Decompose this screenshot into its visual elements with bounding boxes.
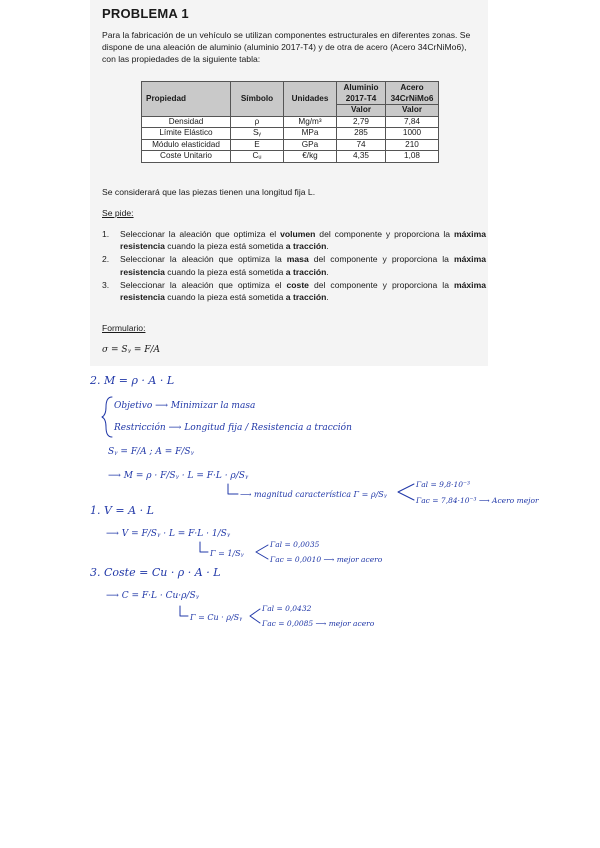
- cell-units: GPa: [284, 139, 337, 151]
- se-pide-label: Se pide:: [102, 208, 134, 218]
- task-number: 2.: [102, 254, 110, 265]
- cell-steel: 1,08: [386, 151, 439, 163]
- note-cost-gamma: Γ = Cu · ρ/Sᵧ: [190, 613, 243, 622]
- cell-steel: 1000: [386, 128, 439, 140]
- cell-property: Coste Unitario: [142, 151, 231, 163]
- cell-steel: 210: [386, 139, 439, 151]
- cell-units: €/kg: [284, 151, 337, 163]
- header-aluminium-line1: Aluminio: [343, 83, 379, 92]
- task-text: Seleccionar la aleación que optimiza la: [120, 254, 287, 265]
- task-text: del componente y proporciona la: [308, 279, 454, 290]
- header-value-steel: Valor: [386, 105, 439, 117]
- cell-property: Módulo elasticidad: [142, 139, 231, 151]
- hook-icon: [180, 606, 188, 616]
- task-text: Seleccionar la aleación que optimiza el: [120, 279, 287, 290]
- cell-aluminium: 285: [337, 128, 386, 140]
- task-key: coste: [286, 279, 309, 290]
- header-steel-line1: Acero: [400, 83, 424, 92]
- note-gamma-al: Γal = 9,8·10⁻³: [416, 480, 470, 489]
- task-key: máxima resistencia: [120, 254, 486, 277]
- hook-icon: [228, 484, 238, 494]
- branch-icon: [256, 545, 268, 559]
- task-text: .: [326, 266, 329, 277]
- task-text: .: [326, 292, 329, 303]
- note-gamma-ac: Γac = 7,84·10⁻³ ⟶ Acero mejor: [416, 496, 539, 505]
- task-key: máxima resistencia: [120, 279, 486, 303]
- hook-icon: [200, 542, 208, 552]
- task-key: máxima resistencia: [120, 229, 486, 252]
- branch-icon: [250, 609, 260, 623]
- stress-formula: σ = Sᵧ = F/A: [102, 345, 160, 355]
- task-key: volumen: [280, 229, 316, 239]
- note-cost-gamma-ac: Γac = 0,0085 ⟶ mejor acero: [262, 619, 375, 628]
- header-value-aluminium: Valor: [337, 105, 386, 117]
- cell-aluminium: 4,35: [337, 151, 386, 163]
- note-magnitude: ⟶ magnitud característica Γ = ρ/Sᵧ: [240, 490, 387, 499]
- note-volume-gamma-al: Γal = 0,0035: [270, 540, 320, 549]
- task-text: Seleccionar la aleación que optimiza el: [120, 229, 281, 239]
- cell-property: Límite Elástico: [142, 128, 231, 140]
- task-key: masa: [286, 254, 309, 265]
- task-key: a tracción: [285, 292, 327, 303]
- task-text: .: [326, 241, 329, 252]
- cell-aluminium: 2,79: [337, 116, 386, 128]
- header-symbol: Símbolo: [231, 82, 284, 117]
- task-text: del componente y proporciona la: [308, 254, 454, 265]
- note-volume-gamma-ac: Γac = 0,0010 ⟶ mejor acero: [270, 555, 383, 564]
- cell-symbol: E: [231, 139, 284, 151]
- note-restriction: Restricción ⟶ Longitud fija / Resistencia a tracción: [114, 423, 352, 433]
- note-part3-heading: 3. Coste = Cu · ρ · A · L: [90, 566, 221, 579]
- cell-steel: 7,84: [386, 116, 439, 128]
- task-key: a tracción: [285, 241, 327, 252]
- brace-icon: [102, 397, 112, 437]
- note-sy-equation: Sᵧ = F/A ; A = F/Sᵧ: [108, 447, 194, 457]
- cell-symbol: ρ: [231, 116, 284, 128]
- note-mass-equation: ⟶ M = ρ · F/Sᵧ · L = F·L · ρ/Sᵧ: [108, 471, 249, 481]
- cell-aluminium: 74: [337, 139, 386, 151]
- cell-units: MPa: [284, 128, 337, 140]
- note-volume-gamma: Γ = 1/Sᵧ: [210, 549, 244, 558]
- task-number: 1.: [102, 229, 110, 239]
- task-text: del componente y proporciona la: [315, 229, 454, 239]
- branch-icon: [398, 484, 414, 500]
- task-text: cuando la pieza está sometida: [164, 292, 286, 303]
- note-part1-heading: 1. V = A · L: [90, 504, 154, 517]
- header-aluminium-line2: 2017-T4: [345, 94, 377, 103]
- cell-property: Densidad: [142, 116, 231, 128]
- header-steel-line2: 34CrNiMo6: [390, 94, 434, 103]
- cell-symbol: Cᵤ: [231, 151, 284, 163]
- cell-units: Mg/m³: [284, 116, 337, 128]
- formulario-label: Formulario:: [102, 323, 146, 333]
- note-cost-equation: ⟶ C = F·L · Cu·ρ/Sᵧ: [106, 591, 199, 601]
- note-cost-gamma-al: Γal = 0,0432: [262, 604, 312, 613]
- note-part2-heading: 2. M = ρ · A · L: [90, 374, 175, 387]
- header-property: Propiedad: [142, 82, 231, 117]
- length-note: Se considerará que las piezas tienen una longitud fija L.: [102, 187, 316, 197]
- intro-line-3: con las propiedades de la siguiente tabla:: [102, 54, 261, 64]
- task-number: 3.: [102, 279, 110, 290]
- note-volume-equation: ⟶ V = F/Sᵧ · L = F·L · 1/Sᵧ: [106, 529, 231, 539]
- task-text: cuando la pieza está sometida: [164, 241, 286, 252]
- task-text: cuando la pieza está sometida: [164, 266, 286, 277]
- intro-line-2: dispone de una aleación de aluminio (aluminio 2017-T4) y de otra de acero (Acero 34CrNiMo6),: [102, 42, 467, 52]
- cell-symbol: Sᵧ: [231, 128, 284, 140]
- note-objective: Objetivo ⟶ Minimizar la masa: [114, 401, 256, 411]
- intro-line-1: Para la fabricación de un vehículo se utilizan componentes estructurales en diferentes zonas. Se: [102, 30, 471, 40]
- header-units: Unidades: [284, 82, 337, 117]
- problem-title: PROBLEMA 1: [102, 6, 189, 21]
- task-key: a tracción: [285, 266, 327, 277]
